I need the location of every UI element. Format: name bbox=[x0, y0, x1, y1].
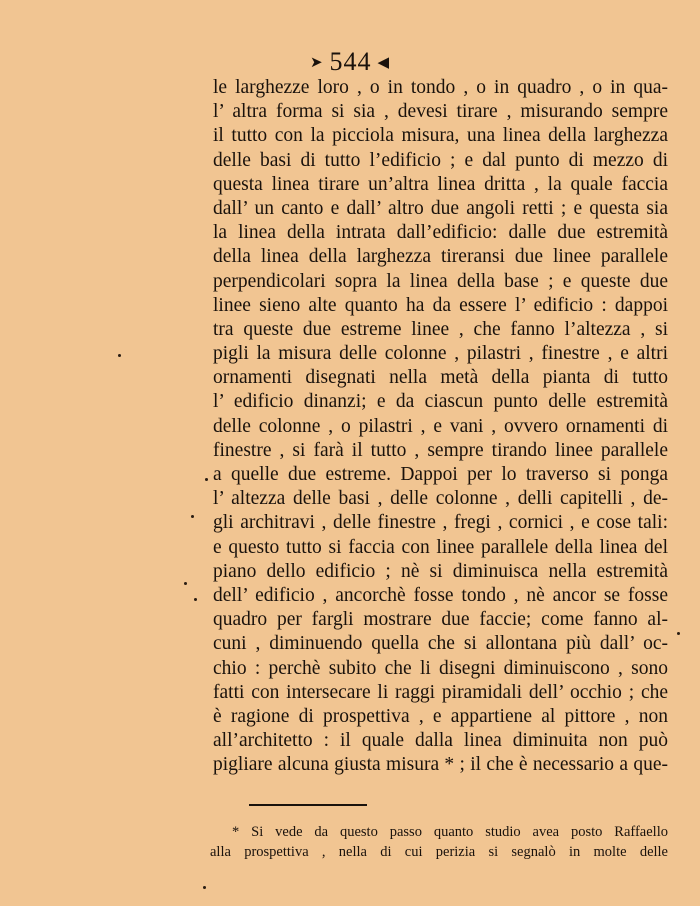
text-line: pigliare alcuna giusta misura * ; il che è necessario a que- bbox=[213, 754, 668, 776]
scan-speck bbox=[194, 598, 197, 601]
text-line: il tutto con la picciola misura, una linea della larghezza bbox=[213, 125, 668, 147]
text-line: delle basi di tutto l’edificio ; e dal punto di mezzo di bbox=[213, 149, 668, 171]
text-line: tra queste due estreme linee , che fanno l’altezza , si bbox=[213, 318, 668, 340]
text-line: piano dello edificio ; nè si diminuisca nella estremità bbox=[213, 560, 668, 582]
text-line: all’architetto : il quale dalla linea diminuita non può bbox=[213, 730, 668, 752]
footnote-line: alla prospettiva , nella di cui perizia si segnalò in molte delle bbox=[210, 844, 668, 860]
scan-speck bbox=[677, 632, 680, 635]
scan-speck bbox=[118, 354, 121, 357]
text-line: chio : perchè subito che li disegni diminuiscono , sono bbox=[213, 657, 668, 679]
text-line: e questo tutto si faccia con linee parallele della linea del bbox=[213, 536, 668, 558]
text-line: cuni , diminuendo quella che si allontana più dall’ oc- bbox=[213, 633, 668, 655]
scan-speck bbox=[184, 582, 187, 585]
text-line: la linea della intrata dall’edificio: dalle due estremità bbox=[213, 222, 668, 244]
page-header bbox=[0, 46, 700, 79]
text-line: della linea della larghezza tireransi due linee parallele bbox=[213, 246, 668, 268]
page-number: 544 bbox=[329, 47, 372, 76]
text-line: dell’ edificio , ancorchè fosse tondo , nè ancor se fosse bbox=[213, 584, 668, 606]
text-line: l’ altra forma si sia , devesi tirare , misurando sempre bbox=[213, 101, 668, 123]
text-line: pigli la misura delle colonne , pilastri , finestre , e altri bbox=[213, 343, 668, 365]
text-line: è ragione di prospettiva , e appartiene al pittore , non bbox=[213, 705, 668, 727]
scan-speck bbox=[191, 515, 194, 518]
text-line: dall’ un canto e dall’ altro due angoli retti ; e questa sia bbox=[213, 197, 668, 219]
text-line: quadro per fargli mostrare due faccie; come fanno al- bbox=[213, 609, 668, 631]
scan-speck bbox=[205, 478, 208, 481]
text-line: l’ altezza delle basi , delle colonne , delli capitelli , de- bbox=[213, 488, 668, 510]
footnote-line: * Si vede da questo passo quanto studio avea posto Raffaello bbox=[232, 824, 668, 840]
body-text bbox=[213, 76, 668, 777]
text-line: l’ edificio dinanzi; e da ciascun punto delle estremità bbox=[213, 391, 668, 413]
text-line: perpendicolari sopra la linea della base ; e queste due bbox=[213, 270, 668, 292]
text-line: le larghezze loro , o in tondo , o in quadro , o in qua- bbox=[213, 77, 668, 98]
text-line: linee sieno alte quanto ha da essere l’ edificio : dappoi bbox=[213, 294, 668, 316]
footnote-divider bbox=[249, 804, 367, 806]
scan-speck bbox=[203, 886, 206, 889]
footnote bbox=[210, 822, 668, 862]
text-line: a quelle due estreme. Dappoi per lo traverso si ponga bbox=[213, 464, 668, 485]
text-line: ornamenti disegnati nella metà della pianta di tutto bbox=[213, 367, 668, 389]
ornament-arrow-left-icon: ➤ bbox=[309, 55, 324, 71]
text-line: delle colonne , o pilastri , e vani , ovvero ornamenti di bbox=[213, 415, 668, 437]
text-line: finestre , si farà il tutto , sempre tirando linee parallele bbox=[213, 439, 668, 461]
text-line: questa linea tirare un’altra linea dritta , la quale faccia bbox=[213, 173, 668, 195]
ornament-arrow-right-icon: ◀ bbox=[377, 55, 391, 71]
text-line: gli architravi , delle finestre , fregi , cornici , e cose tali: bbox=[213, 512, 668, 534]
text-line: fatti con intersecare li raggi piramidali dell’ occhio ; che bbox=[213, 681, 668, 703]
